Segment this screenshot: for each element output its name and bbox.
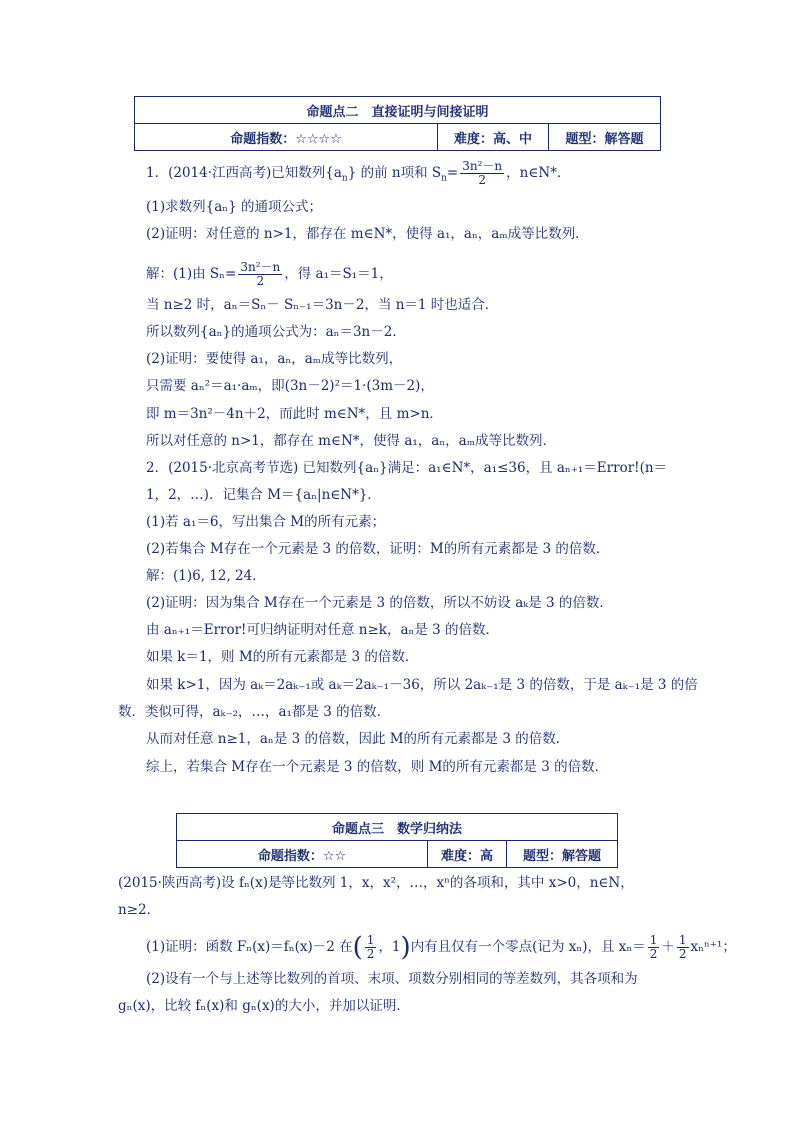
topic-title: 命题点三 数学归纳法 <box>331 821 462 837</box>
text: xₙⁿ⁺¹； <box>690 939 736 955</box>
text: ，1 <box>378 939 401 955</box>
topic-meta-row <box>177 840 617 867</box>
solution-2-line-1: 解：(1)6, 12, 24． <box>146 568 266 584</box>
numerator: 1 <box>678 933 687 947</box>
topic-meta-row <box>135 123 660 150</box>
topic-difficulty: 难度：高 <box>427 841 506 867</box>
solution-1-line-3: 所以数列{aₙ}的通项公式为：aₙ＝3n－2． <box>146 324 406 340</box>
problem-3-part-2-line-2: gₙ(x)，比较 fₙ(x)和 gₙ(x)的大小，并加以证明． <box>118 998 410 1014</box>
problem-1-part-1: (1)求数列{aₙ} 的通项公式； <box>146 199 322 215</box>
fraction <box>365 934 377 961</box>
denominator: 2 <box>256 274 265 288</box>
topic-index: 命题指数：☆☆ <box>257 848 347 864</box>
denominator: 2 <box>649 947 658 961</box>
topic-header-box-2 <box>134 96 661 151</box>
problem-2-part-1: (1)若 a₁＝6，写出集合 M的所有元素； <box>146 514 386 530</box>
solution-2-line-3: 由 aₙ₊₁＝Error!可归纳证明对任意 n≥k，aₙ是 3 的倍数． <box>146 622 500 638</box>
text: ，n∈N*． <box>506 165 571 181</box>
text: ＋ <box>661 939 675 955</box>
problem-3-statement-line-2: n≥2． <box>118 902 161 918</box>
text: n <box>341 173 348 184</box>
topic-type: 题型：解答题 <box>548 124 660 150</box>
problem-2-part-2: (2)若集合 M存在一个元素是 3 的倍数，证明：M的所有元素都是 3 的倍数． <box>146 541 610 557</box>
text: 解：(1)由 Sₙ= <box>146 266 237 282</box>
topic-type: 题型：解答题 <box>506 841 617 867</box>
right-paren: ) <box>400 932 411 963</box>
text: = <box>446 165 459 181</box>
text: } 的前 n项和 S <box>347 165 442 181</box>
solution-1-line-2: 当 n≥2 时，aₙ＝Sₙ－ Sₙ₋₁＝3n－2，当 n＝1 时也适合． <box>146 297 499 313</box>
solution-2-line-5: 如果 k>1，因为 aₖ＝2aₖ₋₁或 aₖ＝2aₖ₋₁－36，所以 2aₖ₋₁是 3 的倍数，于是 aₖ₋₁是 3 的倍 <box>146 677 698 693</box>
problem-1-statement <box>146 160 570 188</box>
topic-title-row <box>135 97 660 123</box>
denominator: 2 <box>478 173 486 187</box>
text: 1．(2014·江西高考)已知数列{a <box>146 165 342 181</box>
text: (1)证明：函数 Fₙ(x)＝fₙ(x)－2 在 <box>146 939 353 955</box>
numerator: 3n²－n <box>240 260 281 274</box>
problem-2-statement-line-1: 2．(2015·北京高考节选) 已知数列{aₙ}满足：a₁∈N*，a₁≤36，且 aₙ₊₁＝Error!(n＝ <box>146 460 668 476</box>
text: n <box>441 173 447 184</box>
left-paren: ( <box>352 932 363 963</box>
solution-2-line-6: 数．类似可得，aₖ₋₂，…，a₁都是 3 的倍数． <box>118 704 391 720</box>
fraction <box>238 261 282 288</box>
problem-3-part-1 <box>146 934 736 961</box>
solution-1-line-6: 即 m＝3n²－4n＋2，而此时 m∈N*，且 m>n． <box>146 406 443 422</box>
solution-2-line-4: 如果 k＝1，则 M的所有元素都是 3 的倍数． <box>146 649 419 665</box>
numerator: 3n²－n <box>462 159 503 173</box>
topic-title-row <box>177 814 617 840</box>
denominator: 2 <box>678 947 687 961</box>
problem-1-part-2: (2)证明：对任意的 n>1，都存在 m∈N*，使得 a₁，aₙ，aₘ成等比数列． <box>146 226 589 242</box>
solution-1-line-4: (2)证明：要使得 a₁，aₙ，aₘ成等比数列， <box>146 351 403 367</box>
solution-1-line-1 <box>146 261 393 288</box>
solution-1-line-7: 所以对任意的 n>1，都存在 m∈N*，使得 a₁，aₙ，aₘ成等比数列． <box>146 433 557 449</box>
denominator: 2 <box>366 947 375 961</box>
fraction <box>648 934 660 961</box>
text: 内有且仅有一个零点(记为 xₙ)，且 xₙ＝ <box>410 939 646 955</box>
solution-1-line-5: 只需要 aₙ²＝a₁·aₘ，即(3n－2)²＝1·(3m－2)， <box>146 378 434 394</box>
numerator: 1 <box>649 933 658 947</box>
topic-difficulty: 难度：高、中 <box>437 124 548 150</box>
solution-2-line-7: 从而对任意 n≥1，aₙ是 3 的倍数，因此 M的所有元素都是 3 的倍数． <box>146 731 570 747</box>
fraction <box>460 160 504 187</box>
fraction <box>677 934 689 961</box>
problem-3-part-2-line-1: (2)设有一个与上述等比数列的首项、末项、项数分别相同的等差数列，其各项和为 <box>146 971 638 987</box>
numerator: 1 <box>366 933 375 947</box>
problem-3-statement-line-1: (2015·陕西高考)设 fₙ(x)是等比数列 1，x，x²，…，xⁿ的各项和，其中 x>0，n∈N， <box>118 875 634 891</box>
topic-index: 命题指数：☆☆☆☆ <box>230 131 342 147</box>
problem-2-statement-line-2: 1，2，…)．记集合 M＝{aₙ|n∈N*}． <box>146 487 381 503</box>
topic-header-box-3 <box>176 813 618 868</box>
solution-2-line-2: (2)证明：因为集合 M存在一个元素是 3 的倍数，所以不妨设 aₖ是 3 的倍数． <box>146 595 613 611</box>
solution-2-line-8: 综上，若集合 M存在一个元素是 3 的倍数，则 M的所有元素都是 3 的倍数． <box>146 759 609 775</box>
topic-title: 命题点二 直接证明与间接证明 <box>306 104 489 120</box>
text: ，得 a₁＝S₁＝1， <box>284 266 393 282</box>
